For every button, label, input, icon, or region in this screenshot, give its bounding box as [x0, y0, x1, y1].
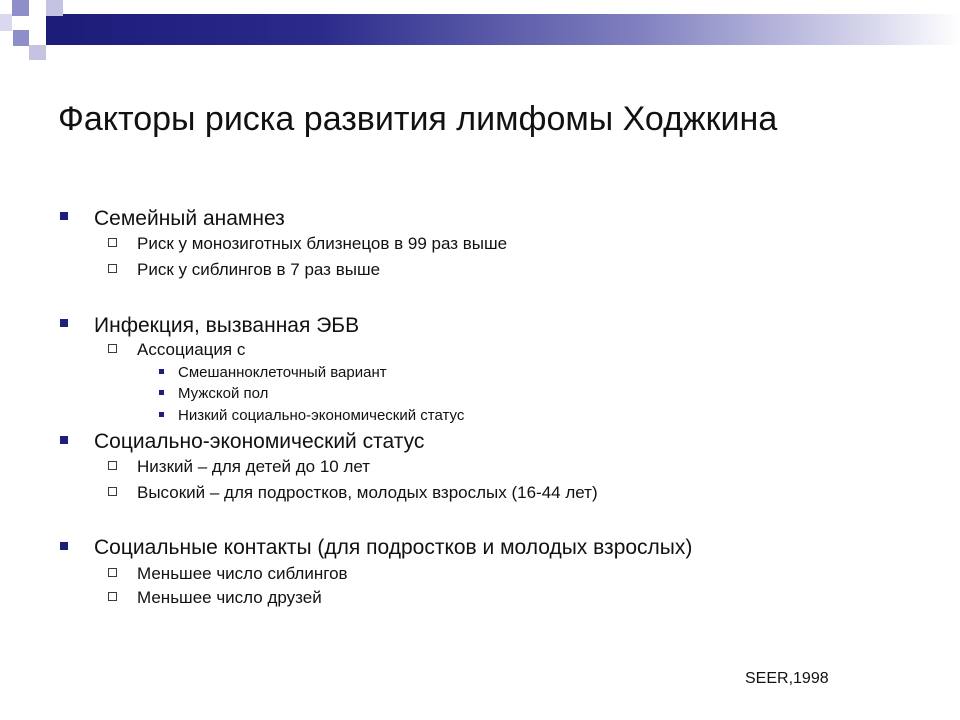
decor-square: [46, 0, 63, 16]
hollow-square-icon: [108, 568, 117, 577]
sub-sub-bullet-item: Низкий социально-экономический статус: [178, 407, 465, 424]
decor-square: [13, 30, 29, 46]
hollow-square-icon: [108, 487, 117, 496]
sub-bullet-item: Ассоциация с: [137, 340, 246, 359]
bullet-square-icon: [60, 542, 68, 550]
slide-title: Факторы риска развития лимфомы Ходжкина: [58, 100, 778, 138]
decor-square: [12, 0, 29, 16]
sub-bullet-item: Высокий – для подростков, молодых взрослых (16-44 лет): [137, 483, 598, 502]
small-square-icon: [159, 412, 164, 417]
decor-square: [29, 45, 46, 60]
bullet-square-icon: [60, 436, 68, 444]
sub-bullet-item: Меньшее число сиблингов: [137, 564, 348, 583]
small-square-icon: [159, 369, 164, 374]
sub-bullet-item: Риск у монозиготных близнецов в 99 раз выше: [137, 234, 508, 253]
hollow-square-icon: [108, 461, 117, 470]
bullet-square-icon: [60, 319, 68, 327]
source-citation: SEER,1998: [745, 670, 829, 687]
decor-square: [0, 14, 12, 31]
hollow-square-icon: [108, 264, 117, 273]
hollow-square-icon: [108, 238, 117, 247]
bullet-item: Социально-экономический статус: [94, 430, 425, 453]
decor-square: [29, 14, 46, 31]
sub-bullet-item: Низкий – для детей до 10 лет: [137, 457, 371, 476]
hollow-square-icon: [108, 344, 117, 353]
hollow-square-icon: [108, 592, 117, 601]
sub-bullet-item: Риск у сиблингов в 7 раз выше: [137, 260, 381, 279]
small-square-icon: [159, 390, 164, 395]
sub-bullet-item: Меньшее число друзей: [137, 588, 322, 607]
header-gradient-bar: [40, 14, 960, 45]
bullet-item: Инфекция, вызванная ЭБВ: [94, 314, 360, 337]
bullet-item: Семейный анамнез: [94, 207, 285, 230]
bullet-square-icon: [60, 212, 68, 220]
sub-sub-bullet-item: Мужской пол: [178, 385, 269, 402]
bullet-item: Социальные контакты (для подростков и молодых взрослых): [94, 536, 693, 559]
sub-sub-bullet-item: Смешанноклеточный вариант: [178, 364, 387, 381]
decor-square: [29, 30, 46, 46]
